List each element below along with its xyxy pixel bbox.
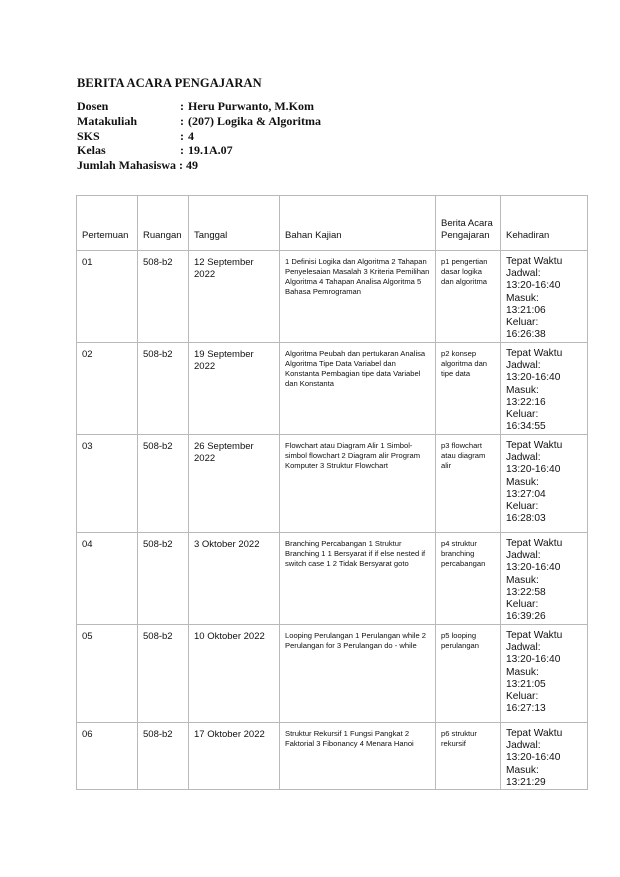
- cell-ruangan: 508-b2: [138, 723, 189, 790]
- kehadiran-jadwal: 13:20-16:40: [506, 280, 561, 292]
- kehadiran-keluar: 16:28:03: [506, 513, 546, 525]
- info-separator: :: [180, 128, 184, 143]
- cell-kehadiran: [501, 343, 588, 435]
- cell-kehadiran: [501, 533, 588, 625]
- kehadiran-jadwal: 13:20-16:40: [506, 562, 561, 574]
- cell-pertemuan: 06: [77, 723, 138, 790]
- info-value: Heru Purwanto, M.Kom: [188, 99, 314, 113]
- info-separator: :: [176, 158, 187, 173]
- info-row-kelas: [77, 143, 321, 158]
- info-value: 19.1A.07: [188, 143, 233, 158]
- kehadiran-keluar: 16:34:55: [506, 421, 546, 433]
- info-value: 49: [186, 158, 199, 173]
- table-row: [77, 533, 588, 625]
- kehadiran-keluar: 16:39:26: [506, 611, 546, 623]
- info-label: Jumlah Mahasiswa: [77, 158, 177, 173]
- cell-bahan-kajian: Branching Percabangan 1 Struktur Branching 1 1 Bersyarat if if else nested if switch case 1 2 Tidak Bersyarat goto: [280, 533, 436, 625]
- cell-kehadiran: [501, 435, 588, 533]
- cell-pertemuan: 04: [77, 533, 138, 625]
- kehadiran-masuk-label: Masuk:: [506, 666, 539, 678]
- kehadiran-masuk-label: Masuk:: [506, 574, 539, 586]
- header-kehadiran: Kehadiran: [501, 196, 588, 251]
- cell-tanggal: 10 Oktober 2022: [189, 625, 280, 723]
- cell-pertemuan: 05: [77, 625, 138, 723]
- kehadiran-keluar-label: Keluar:: [506, 501, 539, 513]
- kehadiran-jadwal-label: Jadwal:: [506, 642, 541, 654]
- kehadiran-keluar-label: Keluar:: [506, 691, 539, 703]
- table-row: [77, 251, 588, 343]
- header-pertemuan: Pertemuan: [77, 196, 138, 251]
- kehadiran-jadwal-label: Jadwal:: [506, 360, 541, 372]
- info-label: Matakuliah: [77, 113, 138, 128]
- info-value: 4: [188, 128, 194, 143]
- kehadiran-status: Tepat Waktu: [506, 348, 563, 359]
- kehadiran-masuk: 13:21:06: [506, 304, 546, 316]
- cell-berita-acara: p3 flowchart atau diagram alir: [436, 435, 501, 533]
- cell-bahan-kajian: Looping Perulangan 1 Perulangan while 2 Perulangan for 3 Perulangan do - while: [280, 625, 436, 723]
- cell-berita-acara: p4 struktur branching percabangan: [436, 533, 501, 625]
- cell-pertemuan: 01: [77, 251, 138, 343]
- kehadiran-jadwal-label: Jadwal:: [506, 740, 541, 752]
- kehadiran-masuk-label: Masuk:: [506, 384, 539, 396]
- table-row: [77, 625, 588, 723]
- table-header-row: [77, 196, 588, 251]
- table-row: [77, 435, 588, 533]
- kehadiran-jadwal: 13:20-16:40: [506, 372, 561, 384]
- table-row: [77, 723, 588, 790]
- info-value: (207) Logika & Algoritma: [188, 113, 321, 128]
- cell-kehadiran: [501, 625, 588, 723]
- kehadiran-masuk-label: Masuk:: [506, 476, 539, 488]
- kehadiran-status: Tepat Waktu: [506, 630, 563, 641]
- info-separator: :: [180, 143, 184, 158]
- kehadiran-jadwal: 13:20-16:40: [506, 464, 561, 476]
- cell-kehadiran: [501, 251, 588, 343]
- kehadiran-masuk: 13:21:05: [506, 678, 546, 690]
- info-label: Dosen: [77, 99, 109, 113]
- cell-bahan-kajian: Flowchart atau Diagram Alir 1 Simbol-simbol flowchart 2 Diagram alir Program Komputer 3 Struktur Flowchart: [280, 435, 436, 533]
- header-berita-acara: Berita Acara Pengajaran: [436, 196, 501, 251]
- kehadiran-masuk: 13:21:29: [506, 776, 546, 788]
- info-label: Kelas: [77, 143, 106, 158]
- kehadiran-keluar: 16:27:13: [506, 703, 546, 715]
- cell-pertemuan: 02: [77, 343, 138, 435]
- kehadiran-keluar-label: Keluar:: [506, 317, 539, 329]
- cell-kehadiran: [501, 723, 588, 790]
- table-row: [77, 343, 588, 435]
- cell-tanggal: 12 September 2022: [189, 251, 280, 343]
- info-row-matakuliah: [77, 114, 321, 129]
- header-ruangan: Ruangan: [138, 196, 189, 251]
- kehadiran-keluar: 16:26:38: [506, 329, 546, 341]
- kehadiran-masuk: 13:27:04: [506, 488, 546, 500]
- cell-ruangan: 508-b2: [138, 251, 189, 343]
- cell-ruangan: 508-b2: [138, 435, 189, 533]
- cell-berita-acara: p6 struktur rekursif: [436, 723, 501, 790]
- info-row-sks: [77, 129, 321, 144]
- kehadiran-masuk-label: Masuk:: [506, 764, 539, 776]
- kehadiran-status: Tepat Waktu: [506, 256, 563, 267]
- cell-bahan-kajian: Algoritma Peubah dan pertukaran Analisa Algoritma Tipe Data Variabel dan Konstanta Pembagian tipe data Variabel dan Konstanta: [280, 343, 436, 435]
- cell-bahan-kajian: Struktur Rekursif 1 Fungsi Pangkat 2 Faktorial 3 Fibonancy 4 Menara Hanoi: [280, 723, 436, 790]
- kehadiran-masuk: 13:22:58: [506, 586, 546, 598]
- kehadiran-status: Tepat Waktu: [506, 728, 563, 739]
- info-row-dosen: [77, 99, 321, 114]
- cell-ruangan: 508-b2: [138, 343, 189, 435]
- info-separator: :: [180, 113, 184, 128]
- cell-berita-acara: p5 looping perulangan: [436, 625, 501, 723]
- cell-berita-acara: p2 konsep algoritma dan tipe data: [436, 343, 501, 435]
- kehadiran-status: Tepat Waktu: [506, 538, 563, 549]
- cell-tanggal: 19 September 2022: [189, 343, 280, 435]
- cell-pertemuan: 03: [77, 435, 138, 533]
- kehadiran-jadwal-label: Jadwal:: [506, 550, 541, 562]
- course-info: [77, 99, 321, 173]
- info-separator: :: [180, 99, 184, 113]
- kehadiran-status: Tepat Waktu: [506, 440, 563, 451]
- cell-ruangan: 508-b2: [138, 533, 189, 625]
- cell-tanggal: 17 Oktober 2022: [189, 723, 280, 790]
- kehadiran-keluar-label: Keluar:: [506, 409, 539, 421]
- cell-tanggal: 26 September 2022: [189, 435, 280, 533]
- header-bahan-kajian: Bahan Kajian: [280, 196, 436, 251]
- info-row-jumlah-mahasiswa: [77, 158, 321, 173]
- kehadiran-jadwal-label: Jadwal:: [506, 452, 541, 464]
- kehadiran-jadwal: 13:20-16:40: [506, 752, 561, 764]
- kehadiran-masuk: 13:22:16: [506, 396, 546, 408]
- cell-tanggal: 3 Oktober 2022: [189, 533, 280, 625]
- cell-berita-acara: p1 pengertian dasar logika dan algoritma: [436, 251, 501, 343]
- cell-bahan-kajian: 1 Definisi Logika dan Algoritma 2 Tahapan Penyelesaian Masalah 3 Kriteria Pemilihan Algoritma 4 Tahapan Analisa Algoritma 5 Bahasa Pemrograman: [280, 251, 436, 343]
- kehadiran-jadwal-label: Jadwal:: [506, 268, 541, 280]
- kehadiran-jadwal: 13:20-16:40: [506, 654, 561, 666]
- attendance-table: [76, 195, 588, 790]
- info-label: SKS: [77, 128, 100, 143]
- header-tanggal: Tanggal: [189, 196, 280, 251]
- cell-ruangan: 508-b2: [138, 625, 189, 723]
- kehadiran-keluar-label: Keluar:: [506, 599, 539, 611]
- document-title: BERITA ACARA PENGAJARAN: [77, 76, 262, 90]
- kehadiran-masuk-label: Masuk:: [506, 292, 539, 304]
